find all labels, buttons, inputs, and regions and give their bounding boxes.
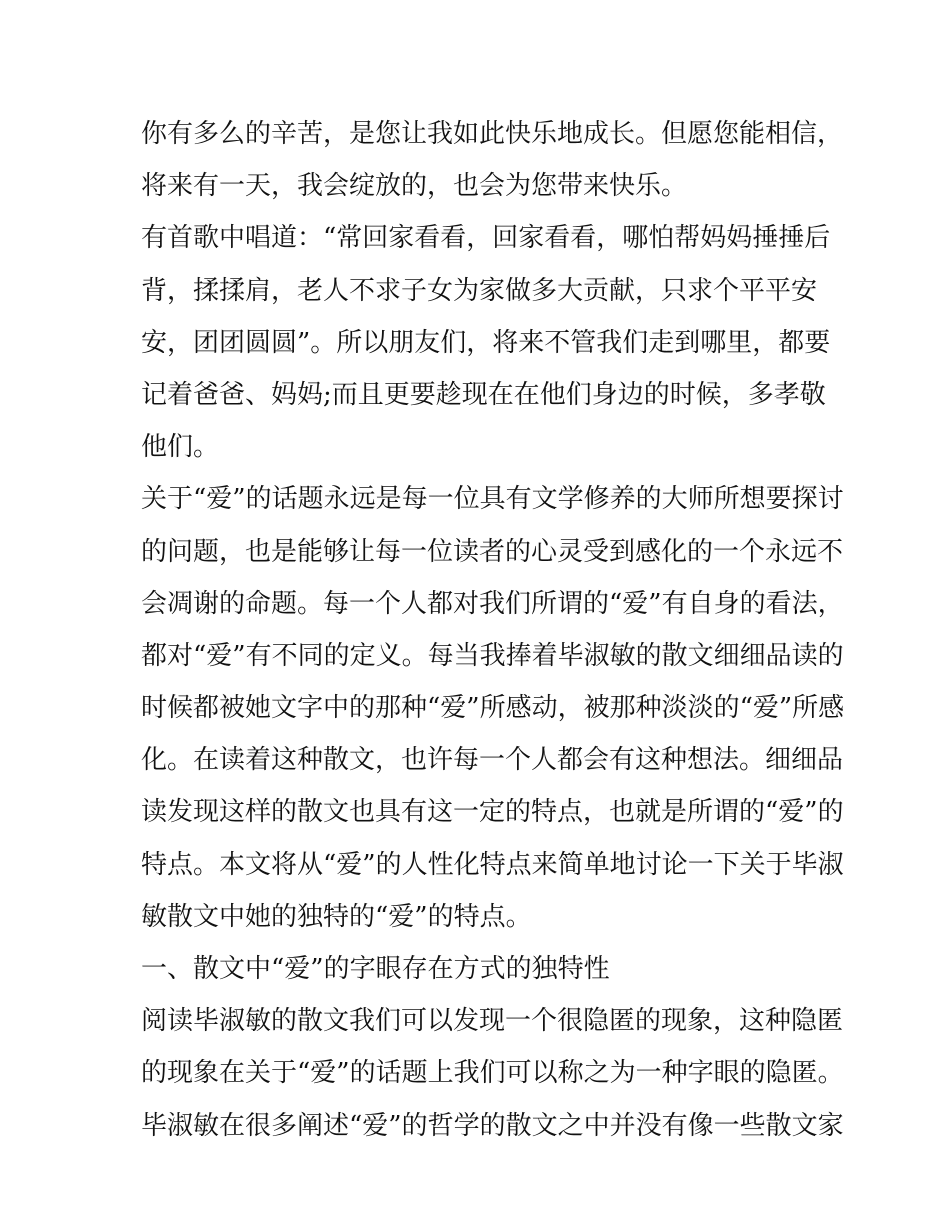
text-line: 有首歌中唱道：“常回家看看，回家看看，哪怕帮妈妈捶捶后: [141, 223, 831, 254]
text-line: 时候都被她文字中的那种“爱”所感动，被那种淡淡的“爱”所感: [141, 693, 845, 724]
text-line: 会凋谢的命题。每一个人都对我们所谓的“爱”有自身的看法，: [141, 588, 844, 619]
text-line: 背，揉揉肩，老人不求子女为家做多大贡献，只求个平平安: [141, 275, 818, 306]
text-line: 特点。本文将从“爱”的人性化特点来简单地讨论一下关于毕淑: [141, 849, 844, 880]
text-line: 毕淑敏在很多阐述“爱”的哲学的散文之中并没有像一些散文家: [141, 1110, 844, 1141]
text-line: 的现象在关于“爱”的话题上我们可以称之为一种字眼的隐匿。: [141, 1058, 844, 1089]
text-line: 关于“爱”的话题永远是每一位具有文学修养的大师所想要探讨: [141, 484, 844, 515]
text-line: 你有多么的辛苦，是您让我如此快乐地成长。但愿您能相信，: [141, 119, 844, 149]
text-line: 将来有一天，我会绽放的，也会为您带来快乐。: [141, 171, 688, 202]
text-line: 记着爸爸、妈妈;而且更要趁现在在他们身边的时候，多孝敬: [141, 379, 826, 410]
text-line: 敏散文中她的独特的“爱”的特点。: [141, 901, 532, 932]
text-line: 读发现这样的散文也具有这一定的特点，也就是所谓的“爱”的: [141, 797, 844, 828]
text-line: 安，团团圆圆”。所以朋友们，将来不管我们走到哪里，都要: [141, 327, 831, 358]
section-heading: 一、散文中“爱”的字眼存在方式的独特性: [141, 954, 610, 984]
text-line: 化。在读着这种散文，也许每一个人都会有这种想法。细细品: [141, 745, 844, 776]
text-line: 都对“爱”有不同的定义。每当我捧着毕淑敏的散文细细品读的: [141, 640, 844, 671]
text-line: 他们。: [141, 432, 220, 463]
text-line: 的问题，也是能够让每一位读者的心灵受到感化的一个永远不: [141, 536, 844, 567]
body-text: [141, 108, 845, 1152]
text-line: 阅读毕淑敏的散文我们可以发现一个很隐匿的现象，这种隐匿: [141, 1006, 844, 1037]
